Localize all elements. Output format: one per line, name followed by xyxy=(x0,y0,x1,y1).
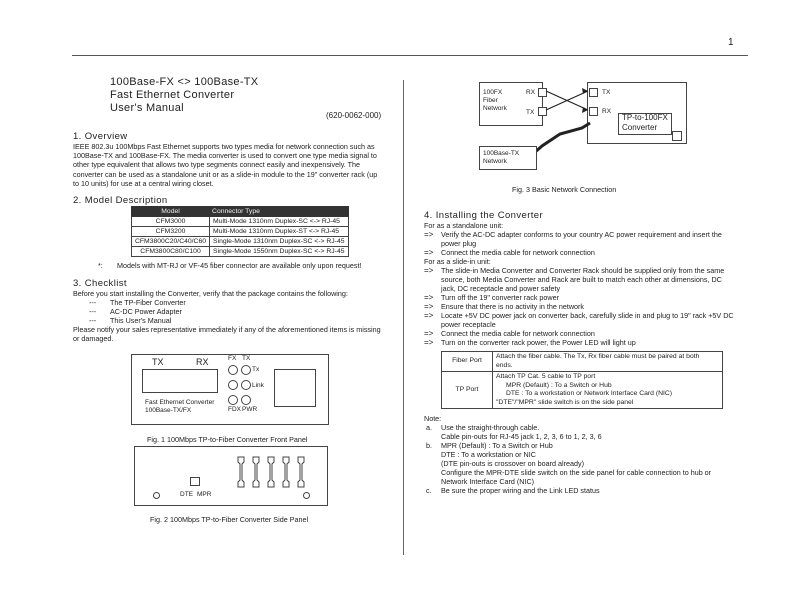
note-text: Be sure the proper wiring and the Link LED status xyxy=(441,486,600,495)
model-note: Models with MT-RJ or VF-45 fiber connector are available only upon request! xyxy=(117,261,362,270)
note-text: Use the straight-through cable. xyxy=(441,423,540,432)
tp-port-label: TP Port xyxy=(442,372,493,409)
install-step: The slide-in Media Converter and Converter Rack should be supplied only from the same xyxy=(441,266,725,275)
side-panel-figure xyxy=(134,446,328,506)
pwr-label: PWR xyxy=(242,406,258,413)
led-link-label: Link xyxy=(252,382,264,389)
model-col-header: Model xyxy=(132,207,210,217)
title-line-3: User's Manual xyxy=(110,102,184,114)
tp-port-desc: Attach TP Cat. 5 cable to TP port MPR (Default) : To a Switch or Hub DTE : To a workstation or Network Interface Card (NIC) "DTE"/"MPR" slide switch is on the side panel xyxy=(493,372,723,409)
install-step: Ensure that there is no activity in the network xyxy=(441,302,585,311)
converter-label: Converter xyxy=(622,123,658,132)
table-row: CFM3800C20/C40/C60 Single-Mode 1310nm Duplex-SC <-> RJ-45 xyxy=(132,237,349,247)
table-row xyxy=(442,372,723,409)
arrow-marker: => xyxy=(424,248,434,257)
checklist-item: This User's Manual xyxy=(110,316,172,325)
arrow-marker: => xyxy=(424,338,434,347)
dte-mpr-switch[interactable] xyxy=(190,477,200,486)
type-col-header: Connector Type xyxy=(210,207,348,217)
rj45-port xyxy=(274,369,316,407)
install-step: jack, DC receptacle and power safety xyxy=(441,284,561,293)
title-line-1: 100Base-FX <> 100Base-TX xyxy=(110,76,259,88)
led-tx-label: Tx xyxy=(252,366,260,373)
rx-label: RX xyxy=(196,357,209,367)
checklist-item: AC-DC Power Adapter xyxy=(110,307,182,316)
network-diagram xyxy=(470,78,710,178)
arrow-marker: => xyxy=(424,329,434,338)
screw-icon xyxy=(303,492,310,499)
install-step: Locate +5V DC power jack on converter back, carefully slide in and plug to 19" rack +5V DC xyxy=(441,311,734,320)
led-fdx-icon xyxy=(228,395,238,405)
tx-network-box xyxy=(479,146,537,170)
product-name: Fast Ethernet Converter xyxy=(145,399,215,406)
part-number: (620-0062-000) xyxy=(326,111,382,120)
note-text: Configure the MPR-DTE slide switch on the side panel for cable connection to hub or xyxy=(441,468,712,477)
tx-small-label: TX xyxy=(242,355,251,362)
top-rule xyxy=(72,55,748,56)
ports-table xyxy=(441,351,723,409)
dte-label: DTE xyxy=(180,491,193,498)
fig2-caption: Fig. 2 100Mbps TP-to-Fiber Converter Side Panel xyxy=(150,515,309,524)
tx-network-label: 100Base-TX xyxy=(483,150,520,157)
slidein-label: For as a slide-in unit: xyxy=(424,257,491,266)
note-text: (DTE pin-outs is crossover on board already) xyxy=(441,459,585,468)
checklist-heading: 3. Checklist xyxy=(73,278,127,289)
converter-label: TP-to-100FX xyxy=(622,113,668,122)
front-panel-figure xyxy=(131,354,329,425)
table-row: CFM3800C80/C100 Single-Mode 1550nm Duplex-SC <-> RJ-45 xyxy=(132,247,349,257)
tx-label: TX xyxy=(152,357,164,367)
install-step: power receptacle xyxy=(441,320,496,329)
table-row xyxy=(442,352,723,372)
table-row: CFM3000 Multi-Mode 1310nm Duplex-SC <-> RJ-45 xyxy=(132,217,349,227)
page-number: 1 xyxy=(728,37,734,48)
install-step: Turn on the converter rack power, the Power LED will light up xyxy=(441,338,636,347)
install-heading: 4. Installing the Converter xyxy=(424,210,544,221)
model-table xyxy=(131,206,349,257)
mpr-label: MPR xyxy=(197,491,212,498)
product-model: 100Base-TX/FX xyxy=(145,407,192,414)
model-note-mark: *: xyxy=(98,261,103,270)
note-text: Cable pin-outs for RJ-45 jack 1, 2, 3, 6 to 1, 2, 3, 6 xyxy=(441,432,602,441)
install-step: Verify the AC-DC adapter conforms to your country AC power requirement and insert the xyxy=(441,230,722,239)
checklist-item: The TP-Fiber Converter xyxy=(110,298,186,307)
fiber-port-label: Fiber Port xyxy=(442,352,493,372)
led-link-icon xyxy=(241,380,251,390)
fiber-network-label: Network xyxy=(483,105,507,112)
install-step: Turn off the 19" converter rack power xyxy=(441,293,560,302)
dash-marker: --- xyxy=(89,307,97,316)
checklist-outro: or damaged. xyxy=(73,334,114,343)
conv-rx-label: RX xyxy=(602,108,612,115)
fig3-caption: Fig. 3 Basic Network Connection xyxy=(512,185,617,194)
note-heading: Note: xyxy=(424,414,442,423)
note-text: DTE : To a workstation or NIC xyxy=(441,450,536,459)
fiber-network-label: 100FX xyxy=(483,89,503,96)
note-text: MPR (Default) : To a Switch or Hub xyxy=(441,441,553,450)
fiber-port-desc: Attach the fiber cable. The Tx, Rx fiber cable must be paired at both ends. xyxy=(493,352,723,372)
vent-slots-icon xyxy=(235,455,310,493)
conv-tx-label: TX xyxy=(602,89,611,96)
install-step: source, both Media Converter and Rack are built to match each other at dimensions, DC xyxy=(441,275,722,284)
title-line-2: Fast Ethernet Converter xyxy=(110,89,235,101)
install-step: Connect the media cable for network connection xyxy=(441,248,595,257)
table-row: CFM3200 Multi-Mode 1310nm Duplex-ST <-> RJ-45 xyxy=(132,227,349,237)
note-mark: a. xyxy=(426,423,432,432)
led-fx-link-icon xyxy=(228,380,238,390)
model-heading: 2. Model Description xyxy=(73,195,168,206)
note-mark: b. xyxy=(426,441,432,450)
sc-fiber-port xyxy=(142,369,218,393)
arrow-marker: => xyxy=(424,230,434,239)
fiber-network-label: Fiber xyxy=(483,97,498,104)
install-step: Connect the media cable for network connection xyxy=(441,329,595,338)
checklist-intro: Before you start installing the Converter, verify that the package contains the following: xyxy=(73,289,348,298)
arrow-marker: => xyxy=(424,311,434,320)
rx-port-label: RX xyxy=(526,89,536,96)
checklist-outro: Please notify your sales representative immediately if any of the aforementioned items is missing xyxy=(73,325,381,334)
column-divider xyxy=(403,80,404,555)
note-mark: c. xyxy=(426,486,432,495)
dash-marker: --- xyxy=(89,298,97,307)
arrow-marker: => xyxy=(424,293,434,302)
standalone-label: For as a standalone unit: xyxy=(424,221,504,230)
led-pwr-icon xyxy=(241,395,251,405)
arrow-marker: => xyxy=(424,302,434,311)
note-text: Network Interface Card (NIC) xyxy=(441,477,535,486)
tx-port-label: TX xyxy=(526,109,535,116)
overview-text: IEEE 802.3u 100Mbps Fast Ethernet supports two types media for network connection such as 100Base-TX and 100Base-FX. The media converter is used to convert one type media signal to other type equivalent that allows two type segments connect easily and inexpensively. The converter can be used as a standalone unit or as a slide-in module to the 19" converter rack (up to 10 units) for use at a central wiring closet. xyxy=(73,142,378,188)
arrow-marker: => xyxy=(424,266,434,275)
fx-label: FX xyxy=(228,355,237,362)
led-fx-tx-icon xyxy=(228,365,238,375)
screw-icon xyxy=(153,492,160,499)
led-tx-icon xyxy=(241,365,251,375)
fig1-caption: Fig. 1 100Mbps TP-to-Fiber Converter Front Panel xyxy=(147,435,308,444)
install-step: power plug xyxy=(441,239,477,248)
tx-network-label: Network xyxy=(483,158,507,165)
dash-marker: --- xyxy=(89,316,97,325)
overview-heading: 1. Overview xyxy=(73,131,128,142)
fdx-label: FDX xyxy=(228,406,241,413)
